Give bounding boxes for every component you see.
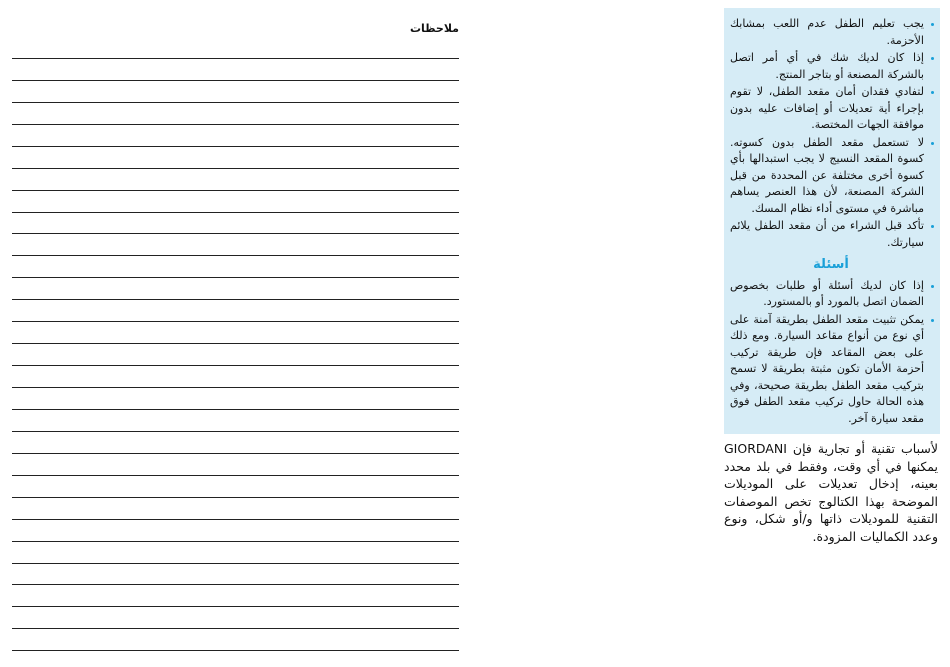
list-item-text: يمكن تثبيت مقعد الطفل بطريقة آمنة على أي نوع من أنواع مقاعد السيارة. ومع ذلك على بعض المقاعد فإن طريقة تركيب أحزمة الأمان تكون مثبتة بطريقة لا تسمح بتركيب مقعد الطفل بطريقة صحيحة، وفي هذه الحالة حاول تركيب مقعد الطفل فوق مقعد سيارة آخر. [730, 312, 924, 425]
disclaimer-text: لأسباب تقنية أو تجارية فإن GIORDANI يمكنها في أي وقت، وفقط في بلد محدد بعينه، إدخال تعديلات على الموديلات الموضحة بهذا الكتالوج تخص الموصفات التقنية للموديلات ذاتها و/أو شكل، ونوع وعدد الكماليات المزودة. [724, 441, 938, 544]
note-line [12, 542, 459, 564]
note-line [12, 564, 459, 586]
notes-lines [12, 37, 459, 651]
notes-page [12, 22, 459, 642]
right-column [724, 8, 940, 545]
bullet-icon [931, 285, 934, 288]
bullet-icon [931, 23, 934, 26]
note-line [12, 81, 459, 103]
bullet-icon [931, 319, 934, 322]
note-line [12, 256, 459, 278]
note-line [12, 322, 459, 344]
note-line [12, 344, 459, 366]
list-item-text: تأكد قبل الشراء من أن مقعد الطفل يلائم سيارتك. [730, 219, 924, 249]
list-item-text: لا تستعمل مقعد الطفل بدون كسوته. كسوة المقعد النسيج لا يجب استبدالها بأي كسوة أخرى مختلفة عن المحددة من قبل الشركة المصنعة، لأن هذا العنصر يساهم مباشرة في مستوى أداء نظام المسك. [730, 135, 924, 215]
note-line [12, 388, 459, 410]
bullet-icon [931, 142, 934, 145]
questions-list [730, 278, 932, 428]
note-line [12, 300, 459, 322]
list-item-text: إذا كان لديك أسئلة أو طلبات بخصوص الضمان اتصل بالمورد أو بالمستورد. [730, 278, 924, 308]
safety-list [730, 16, 932, 251]
note-line [12, 585, 459, 607]
note-line [12, 629, 459, 651]
list-item [730, 278, 932, 311]
note-line [12, 607, 459, 629]
note-line [12, 454, 459, 476]
note-line [12, 147, 459, 169]
note-line [12, 410, 459, 432]
list-item-text: إذا كان لديك شك في أي أمر اتصل بالشركة المصنعة أو بتاجر المنتج. [730, 51, 924, 81]
note-line [12, 366, 459, 388]
list-item [730, 135, 932, 218]
note-line [12, 234, 459, 256]
questions-heading: أسئلة [813, 257, 849, 272]
note-line [12, 432, 459, 454]
list-item [730, 50, 932, 83]
notes-title: ملاحظات [410, 22, 459, 35]
note-line [12, 103, 459, 125]
list-item [730, 16, 932, 49]
note-line [12, 37, 459, 59]
note-line [12, 169, 459, 191]
note-line [12, 476, 459, 498]
list-item [730, 84, 932, 134]
list-item-text: لتفادي فقدان أمان مقعد الطفل، لا تقوم بإجراء أية تعديلات أو إضافات عليه بدون موافقة الجهات المختصة. [730, 85, 924, 131]
note-line [12, 498, 459, 520]
list-item [730, 312, 932, 428]
note-line [12, 520, 459, 542]
safety-info-box [724, 8, 940, 434]
bullet-icon [931, 225, 934, 228]
bullet-icon [931, 57, 934, 60]
list-item-text: يجب تعليم الطفل عدم اللعب بمشابك الأحزمة. [730, 17, 924, 47]
note-line [12, 278, 459, 300]
note-line [12, 213, 459, 235]
bullet-icon [931, 91, 934, 94]
note-line [12, 125, 459, 147]
list-item [730, 218, 932, 251]
note-line [12, 59, 459, 81]
note-line [12, 191, 459, 213]
